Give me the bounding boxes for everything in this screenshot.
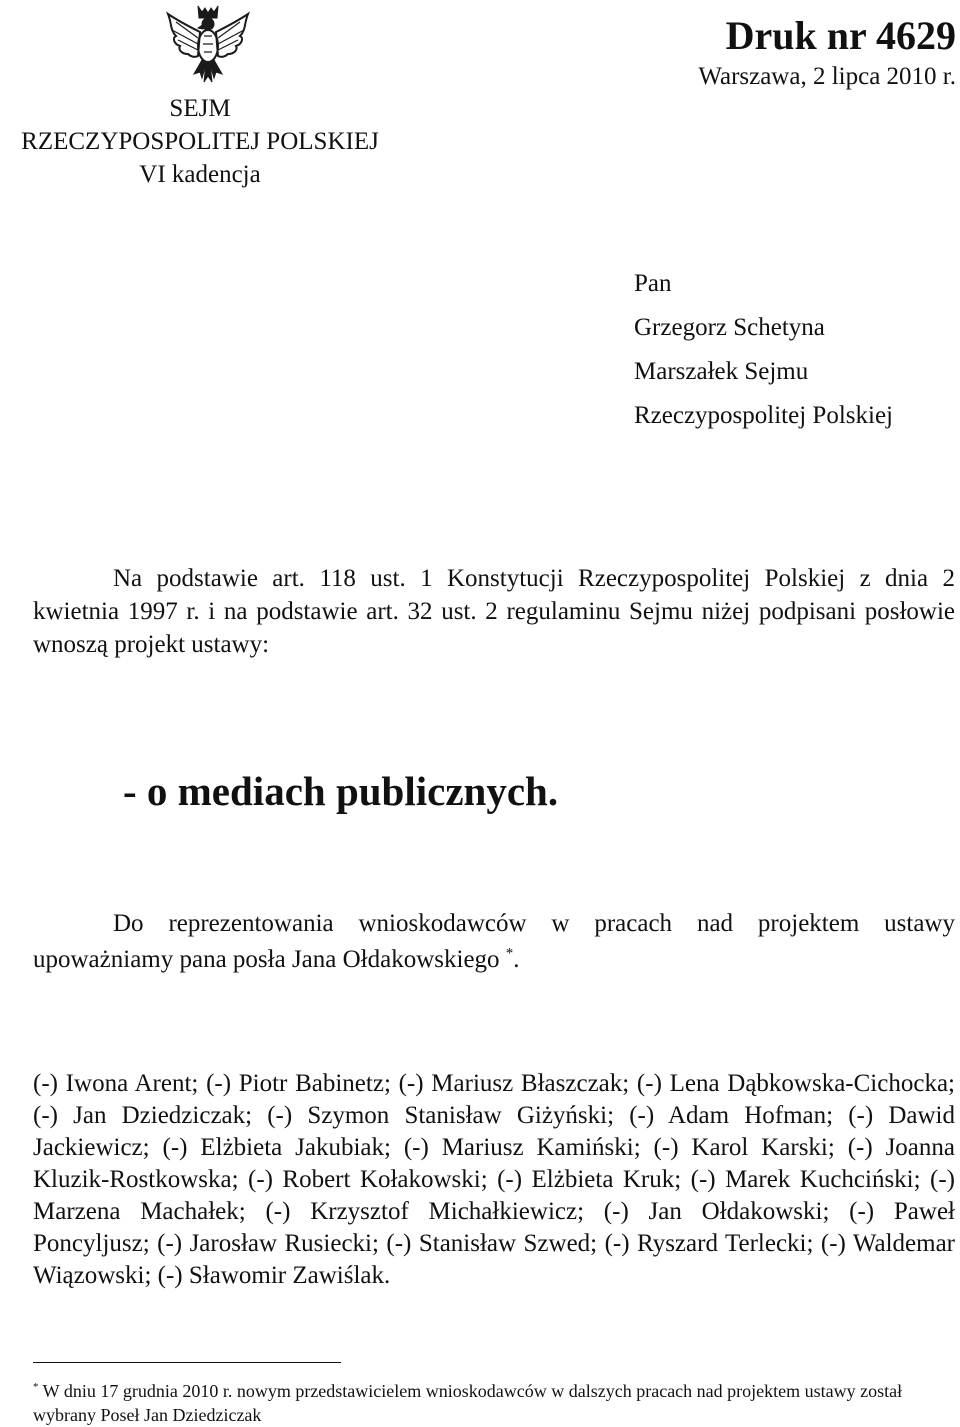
print-number: Druk nr 4629 (725, 13, 956, 58)
footnote-text: W dniu 17 grudnia 2010 r. nowym przedstawicielem wnioskodawców w dalszych pracach nad projektem ustawy został wybrany Poseł Jan Dziedziczak (33, 1381, 903, 1425)
signers-list: (-) Iwona Arent; (-) Piotr Babinetz; (-) Mariusz Błaszczak; (-) Lena Dąbkowska-Cichocka; (-) Jan Dziedziczak; (-) Szymon Stanisław Giżyński; (-) Adam Hofman; (-) Dawid Jackiewicz; (-) Elżbieta Jakubiak; (-) Mariusz Kamiński; (-) Karol Karski; (-) Joanna Kluzik-Rostkowska; (-) Robert Kołakowski; (-) Elżbieta Kruk; (-) Marek Kuchciński; (-) Marzena Machałek; (-) Krzysztof Michałkiewicz; (-) Jan Ołdakowski; (-) Paweł Poncyljusz; (-) Jarosław Rusiecki; (-) Stanisław Szwed; (-) Ryszard Terlecki; (-) Waldemar Wiązowski; (-) Sławomir Zawiślak. (33, 1070, 955, 1289)
footnote-mark: * (33, 1381, 39, 1393)
addressee-block (634, 262, 893, 438)
addressee-line: Grzegorz Schetyna (634, 314, 825, 341)
footnote-divider (33, 1362, 341, 1363)
representative-paragraph (33, 906, 955, 978)
bill-title: - o mediach publicznych. (123, 768, 559, 814)
institution-line: VI kadencja (139, 161, 261, 188)
representative-text: Do reprezentowania wnioskodawców w pracach nad projektem ustawy upoważniamy pana posła Jana Ołdakowskiego (33, 910, 955, 973)
polish-eagle-emblem (160, 2, 256, 86)
footnote-reference[interactable]: * (505, 945, 514, 962)
addressee-line: Pan (634, 270, 672, 297)
footnote (33, 1379, 955, 1427)
sentence-end: . (513, 946, 520, 973)
place-date: Warszawa, 2 lipca 2010 r. (698, 63, 956, 90)
addressee-line: Marszałek Sejmu (634, 358, 809, 385)
institution-heading (0, 92, 400, 191)
institution-line: SEJM (169, 95, 231, 122)
intro-paragraph: Na podstawie art. 118 ust. 1 Konstytucji Rzeczypospolitej Polskiej z dnia 2 kwietnia 1997 r. i na podstawie art. 32 ust. 2 regulaminu Sejmu niżej podpisani posłowie wnoszą projekt ustawy: (33, 565, 955, 658)
institution-line: RZECZYPOSPOLITEJ POLSKIEJ (21, 128, 379, 155)
addressee-line: Rzeczypospolitej Polskiej (634, 402, 893, 429)
